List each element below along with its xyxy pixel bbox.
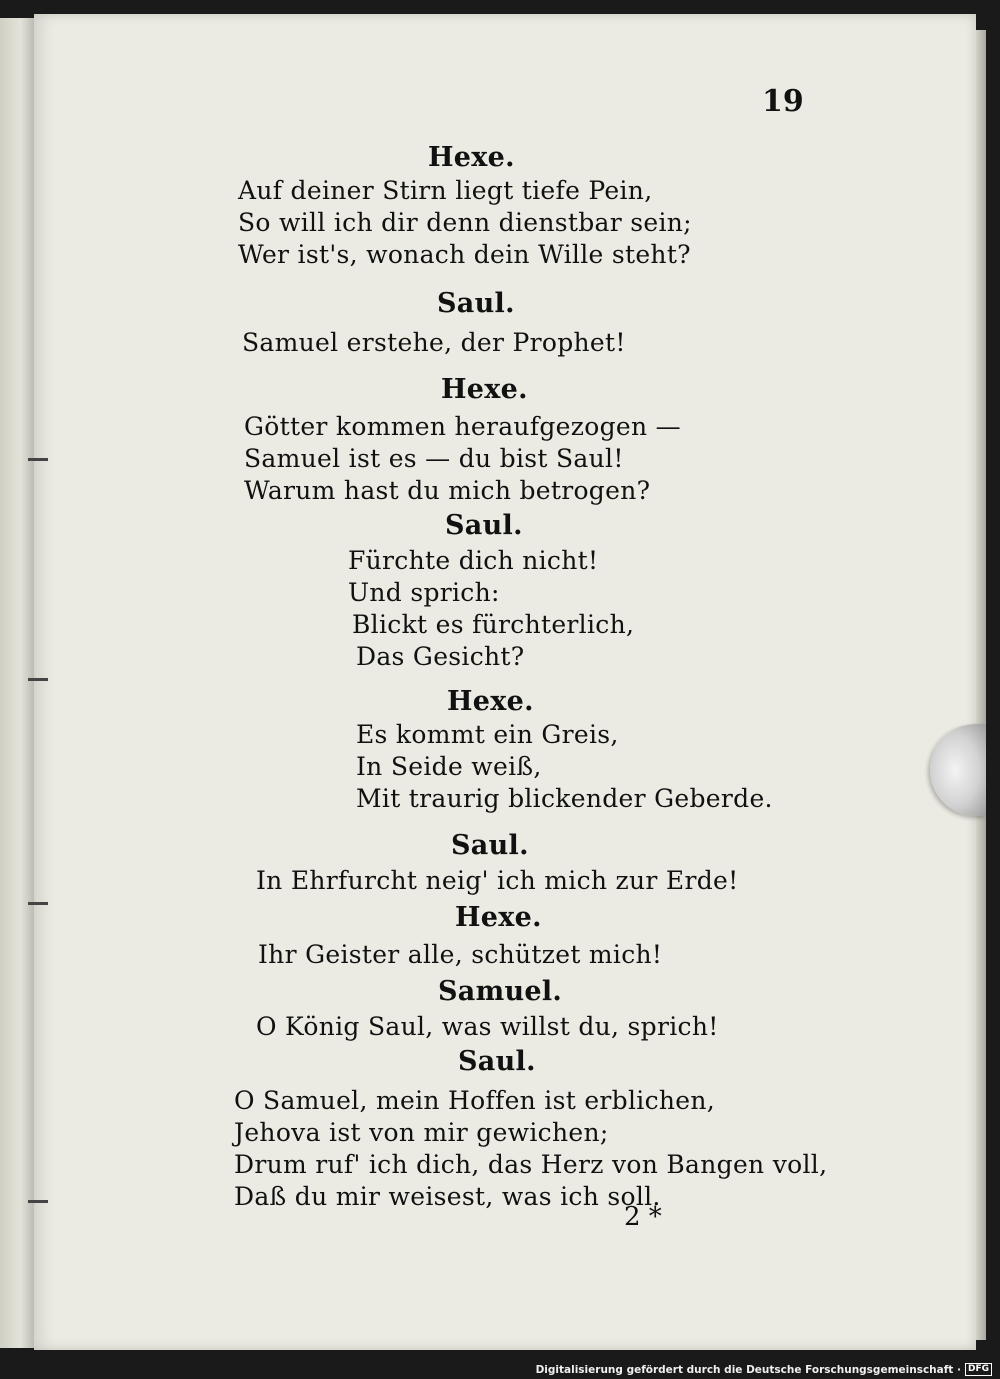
verse-line: Mit traurig blickender Geberde. — [356, 784, 773, 813]
verse-line: O Samuel, mein Hoffen ist erblichen, — [234, 1086, 716, 1115]
verse-line: Wer ist's, wonach dein Wille steht? — [238, 240, 691, 269]
binding-stitch — [28, 678, 48, 681]
verse-line: Fürchte dich nicht! — [348, 546, 599, 575]
page-number: 19 — [762, 84, 804, 119]
verse-line: Samuel ist es — du bist Saul! — [244, 444, 624, 473]
verse-line: Ihr Geister alle, schützet mich! — [258, 940, 663, 969]
speaker-heading: Saul. — [437, 288, 515, 319]
dfg-logo-icon: DFG — [965, 1363, 992, 1376]
speaker-heading: Hexe. — [441, 374, 528, 405]
speaker-heading: Hexe. — [455, 902, 542, 933]
verse-line: So will ich dir denn dienstbar sein; — [238, 208, 692, 237]
speaker-heading: Saul. — [458, 1046, 536, 1077]
previous-page-edge — [0, 18, 34, 1348]
binding-stitch — [28, 902, 48, 905]
digitization-credit — [536, 1363, 992, 1376]
page-edge — [976, 30, 986, 1340]
binding-stitch — [28, 1200, 48, 1203]
verse-line: O König Saul, was willst du, sprich! — [256, 1012, 719, 1041]
verse-line: Auf deiner Stirn liegt tiefe Pein, — [238, 176, 653, 205]
verse-line: Jehova ist von mir gewichen; — [234, 1118, 609, 1147]
verse-line: Drum ruf' ich dich, das Herz von Bangen voll, — [234, 1150, 828, 1179]
verse-line: Blickt es fürchterlich, — [352, 610, 635, 639]
verse-line: Götter kommen heraufgezogen — — [244, 412, 681, 441]
verse-line: In Ehrfurcht neig' ich mich zur Erde! — [256, 866, 739, 895]
speaker-heading: Saul. — [445, 510, 523, 541]
verse-line: Das Gesicht? — [356, 642, 525, 671]
verse-line: In Seide weiß, — [356, 752, 542, 781]
verse-line: Und sprich: — [348, 578, 500, 607]
signature-mark: 2 * — [624, 1202, 662, 1232]
binding-stitch — [28, 458, 48, 461]
speaker-heading: Hexe. — [428, 142, 515, 173]
verse-line: Es kommt ein Greis, — [356, 720, 619, 749]
credit-text: Digitalisierung gefördert durch die Deutsche Forschungsgemeinschaft · — [535, 1363, 961, 1376]
verse-line: Samuel erstehe, der Prophet! — [242, 328, 626, 357]
verse-line: Warum hast du mich betrogen? — [244, 476, 651, 505]
verse-line: Daß du mir weisest, was ich soll. — [234, 1182, 661, 1211]
speaker-heading: Saul. — [451, 830, 529, 861]
speaker-heading: Samuel. — [438, 976, 563, 1007]
speaker-heading: Hexe. — [447, 686, 534, 717]
